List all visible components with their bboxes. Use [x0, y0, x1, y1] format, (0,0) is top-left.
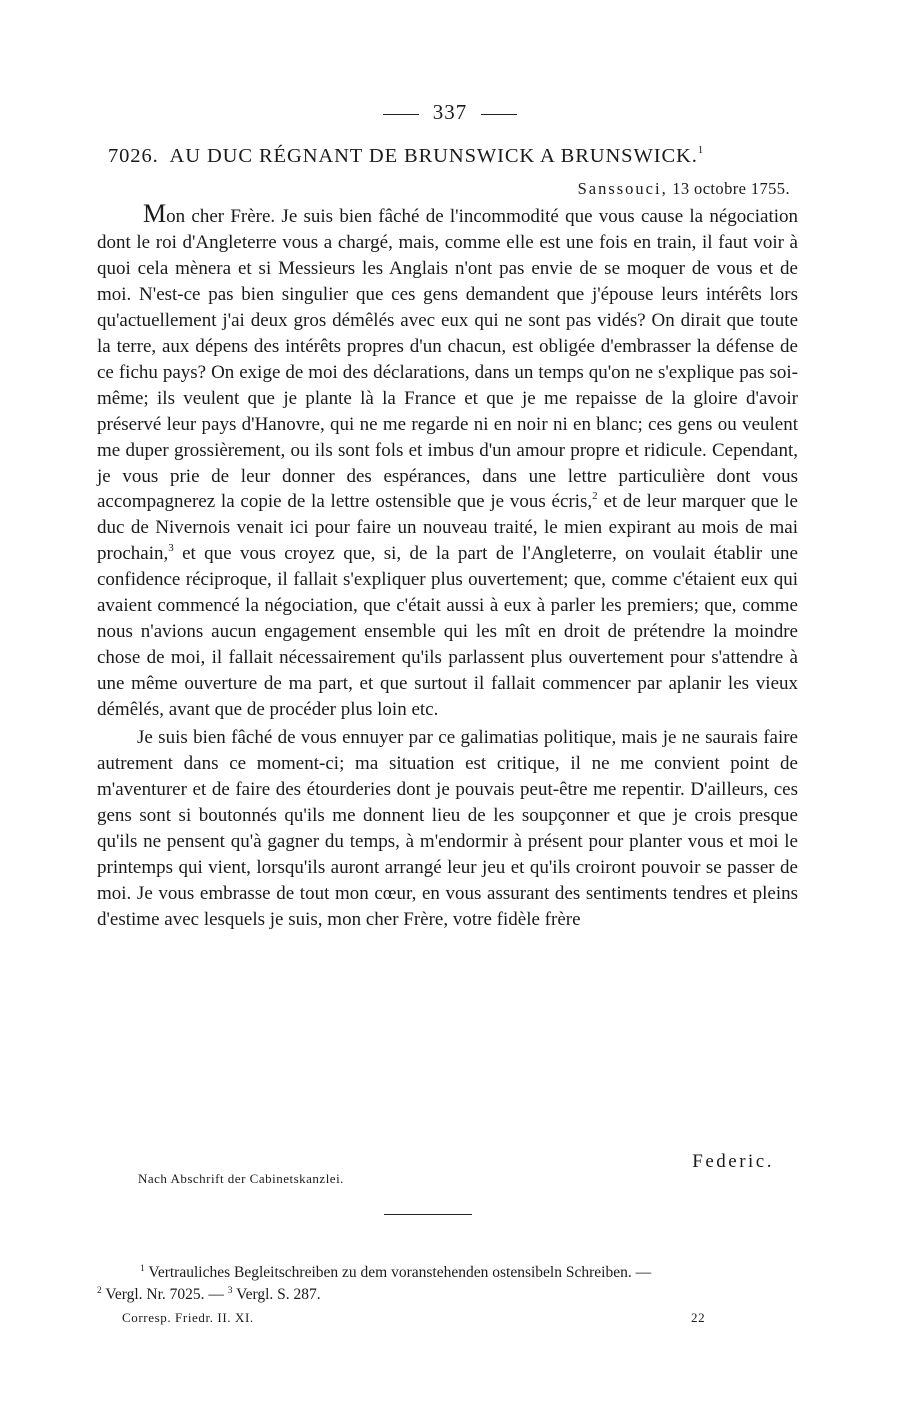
paragraph-2: Je suis bien fâché de vous ennuyer par ce galimatias politique, mais je ne saurais faire autrement dans ce moment-ci; ma situation est critique, il ne me convient point de m'aventurer et de faire des étourderies dont je pouvais peut-être me repentir. D'ailleurs, ces gens sont si boutonnés qu'ils me donnent lieu de les soupçonner et que je crois presque qu'ils ne pensent qu'à gagner du temps, à m'endormir à présent pour planter vous et moi le printemps qui vient, lorsqu'ils auront arrangé leur jeu et qu'ils croiront pouvoir se passer de moi. Je vous embrasse de tout mon cœur, en vous assurant des sentiments tendres et pleins d'estime avec lesquels je suis, mon cher Frère, votre fidèle frère: [97, 727, 798, 930]
page-number-text: 337: [432, 100, 468, 124]
paragraph-1: [97, 199, 798, 723]
footnote-line-1: [97, 1262, 800, 1284]
footnote-separator-rule: [384, 1214, 472, 1215]
page-number-dash-right: [481, 114, 517, 115]
dateline: [578, 179, 790, 199]
sheet-signature: Corresp. Friedr. II. XI.: [122, 1310, 254, 1325]
dateline-date: 13 octobre 1755.: [672, 179, 790, 198]
source-note: Nach Abschrift der Cabinetskanzlei.: [138, 1171, 344, 1186]
footnote-ref-3: 3: [168, 542, 174, 555]
letter-heading: [108, 144, 808, 168]
letter-body: [97, 199, 798, 933]
page-number-dash-left: [383, 114, 419, 115]
signature: Federic.: [692, 1151, 774, 1172]
footnote-mark-2: 2: [97, 1285, 102, 1296]
paragraph-initial: M: [143, 199, 167, 228]
heading-footnote-mark: 1: [697, 144, 705, 156]
footnote-ref-2: 2: [592, 490, 598, 503]
paragraph-1-part-a: on cher Frère. Je suis bien fâché de l'incommodité que vous cause la négociation dont le roi d'Angleterre vous a chargé, mais, comme elle est une fois en train, il faut voir à quoi cela mènera et si Messieurs les Anglais n'ont pas envie de se moquer de vous et de moi. N'est-ce pas bien singulier que ces gens demandent que j'épouse leurs intérêts lors qu'actuellement j'ai deux gros démêlés avec eux qui ne sont pas vidés? On dirait que toute la terre, aux dépens des intérêts propres d'un chacun, est obligée d'embrasser la défense de ce fichu pays? On exige de moi des déclarations, dans un temps qu'on ne s'explique pas soi-même; ils veulent que je plante là la France et que je me repaisse de la gloire d'avoir préservé leur pays d'Hanovre, qui ne me regarde ni en noir ni en blanc; ces gens ou veulent me duper grossièrement, ou ils sont fols et imbus d'un amour propre et ridicule. Cependant, je vous prie de leur donner des espérances, dans une lettre particulière dont vous accompagnerez la copie de la lettre ostensible que je vous écris,: [97, 206, 798, 513]
dateline-place: Sanssouci,: [577, 179, 668, 198]
footnote-3-text: Vergl. S. 287.: [236, 1285, 321, 1303]
footnote-line-2: [97, 1284, 800, 1306]
footnote-mark-1: 1: [140, 1264, 145, 1274]
footnote-1-text: Vertrauliches Begleitschreiben zu dem voranstehenden ostensibeln Schreiben. —: [148, 1264, 652, 1281]
footnote-mark-3: 3: [227, 1285, 233, 1296]
footnotes: [97, 1262, 800, 1305]
letter-number: 7026.: [108, 145, 159, 167]
sheet-number: 22: [691, 1310, 706, 1325]
paragraph-1-part-b: et de leur marquer que le duc de Nivernois venait ici pour faire un nouveau traité, le mien expirant au mois de mai prochain,: [97, 491, 798, 565]
page-number: [0, 100, 900, 125]
footnote-2-text: Vergl. Nr. 7025. —: [105, 1285, 224, 1303]
paragraph-1-part-c: et que vous croyez que, si, de la part de l'Angleterre, on voulait établir une confidence réciproque, il fallait s'expliquer plus ouvertement; que, comme c'étaient eux qui avaient commencé la négociation, que c'était aussi à eux à parler les premiers; que, comme nous n'avions aucun engagement ensemble qui les mît en droit de prétendre la moindre chose de moi, il fallait nécessairement qu'ils parlassent plus ouvertement pour s'attendre à une même ouverture de ma part, et que surtout il fallait commencer par aplanir les vieux démêlés, avant que de procéder plus loin etc.: [97, 543, 798, 721]
letter-title: AU DUC RÉGNANT DE BRUNSWICK A BRUNSWICK.: [169, 145, 698, 167]
